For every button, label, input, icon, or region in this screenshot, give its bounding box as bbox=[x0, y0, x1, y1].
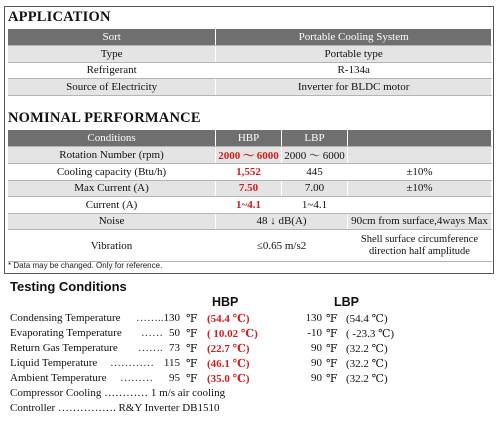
row-value: Inverter for BLDC motor bbox=[216, 79, 492, 96]
hbp-celsius: (35.0 ℃) bbox=[207, 373, 250, 385]
row-condition: Cooling capacity (Btu/h) bbox=[8, 164, 216, 181]
hbp-celsius: (54.4 ℃) bbox=[207, 313, 250, 325]
table-row bbox=[8, 62, 492, 79]
leader-dots: ……. bbox=[138, 342, 163, 354]
row-lbp: 2000 ～ 6000 bbox=[282, 147, 348, 164]
row-lbp: 7.00 bbox=[282, 180, 348, 197]
fahrenheit-unit: ℉ bbox=[186, 328, 198, 340]
lbp-fahrenheit: -10 bbox=[307, 327, 322, 339]
row-condition: Rotation Number (rpm) bbox=[8, 147, 216, 164]
table-row bbox=[8, 180, 492, 197]
testing-lbp-heading: LBP bbox=[334, 295, 359, 309]
performance-title: NOMINAL PERFORMANCE bbox=[8, 110, 201, 126]
hbp-fahrenheit: 73 bbox=[169, 342, 180, 354]
noise-value: 48 ↓ dB(A) bbox=[216, 213, 348, 230]
row-lbp: 445 bbox=[282, 164, 348, 181]
lbp-fahrenheit: 90 bbox=[311, 357, 322, 369]
fahrenheit-unit: ℉ bbox=[186, 313, 198, 325]
row-tolerance bbox=[348, 197, 492, 214]
fahrenheit-unit: ℉ bbox=[186, 343, 198, 355]
table-row bbox=[8, 230, 492, 262]
noise-note: 90cm from surface,4ways Max bbox=[348, 213, 492, 230]
row-tolerance: ±10% bbox=[348, 180, 492, 197]
leader-dots: …….. bbox=[136, 312, 164, 324]
data-change-note: * Data may be changed. Only for reference. bbox=[8, 261, 163, 270]
row-hbp: 2000 ～ 6000 bbox=[216, 147, 282, 164]
testing-row-liquid bbox=[10, 357, 490, 371]
vibration-note: Shell surface circumference direction half amplitude bbox=[348, 230, 492, 262]
fahrenheit-unit: ℉ bbox=[326, 313, 338, 325]
condition-label: Ambient Temperature bbox=[10, 372, 107, 384]
row-condition: Current (A) bbox=[8, 197, 216, 214]
leader-dots: …… bbox=[141, 327, 163, 339]
lbp-fahrenheit: 90 bbox=[311, 342, 322, 354]
leader-dots: ……… bbox=[120, 372, 153, 384]
lbp-fahrenheit: 130 bbox=[305, 312, 322, 324]
condition-label: Return Gas Temperature bbox=[10, 342, 118, 354]
testing-row-condensing bbox=[10, 312, 490, 326]
row-tolerance: ±10% bbox=[348, 164, 492, 181]
condition-label: Condensing Temperature bbox=[10, 312, 121, 324]
testing-conditions-title: Testing Conditions bbox=[10, 279, 127, 294]
row-hbp: 7.50 bbox=[216, 180, 282, 197]
lbp-celsius: ( -23.3 ℃) bbox=[346, 328, 395, 340]
application-header-sort: Sort bbox=[8, 29, 216, 46]
controller-line: Controller ……………. R&Y Inverter DB1510 bbox=[10, 402, 220, 414]
condition-label: Liquid Temperature bbox=[10, 357, 98, 369]
application-header-row bbox=[8, 29, 492, 46]
header-lbp: LBP bbox=[282, 130, 348, 147]
hbp-celsius: (22.7 ℃) bbox=[207, 343, 250, 355]
row-value: Portable type bbox=[216, 46, 492, 63]
table-row bbox=[8, 213, 492, 230]
fahrenheit-unit: ℉ bbox=[326, 343, 338, 355]
fahrenheit-unit: ℉ bbox=[186, 373, 198, 385]
specification-panel bbox=[4, 6, 494, 274]
hbp-fahrenheit: 50 bbox=[169, 327, 180, 339]
vibration-label: Vibration bbox=[8, 230, 216, 262]
row-value: R-134a bbox=[216, 62, 492, 79]
fahrenheit-unit: ℉ bbox=[326, 373, 338, 385]
hbp-fahrenheit: 115 bbox=[163, 357, 180, 369]
lbp-fahrenheit: 90 bbox=[311, 372, 322, 384]
row-label: Refrigerant bbox=[8, 62, 216, 79]
hbp-celsius: (46.1 ℃) bbox=[207, 358, 250, 370]
compressor-cooling-line: Compressor Cooling ………… 1 m/s air cooling bbox=[10, 387, 226, 399]
lbp-celsius: (32.2 ℃) bbox=[346, 373, 388, 385]
application-header-system: Portable Cooling System bbox=[216, 29, 492, 46]
row-hbp: 1,552 bbox=[216, 164, 282, 181]
row-label: Source of Electricity bbox=[8, 79, 216, 96]
row-tolerance bbox=[348, 147, 492, 164]
performance-header-row bbox=[8, 130, 492, 147]
fahrenheit-unit: ℉ bbox=[326, 358, 338, 370]
table-row bbox=[8, 164, 492, 181]
lbp-celsius: (32.2 ℃) bbox=[346, 343, 388, 355]
table-row bbox=[8, 197, 492, 214]
row-lbp: 1~4.1 bbox=[282, 197, 348, 214]
row-hbp: 1~4.1 bbox=[216, 197, 282, 214]
application-table bbox=[8, 29, 492, 96]
condition-label: Evaporating Temperature bbox=[10, 327, 122, 339]
testing-row-return-gas bbox=[10, 342, 490, 356]
fahrenheit-unit: ℉ bbox=[326, 328, 338, 340]
application-title: APPLICATION bbox=[8, 9, 111, 25]
leader-dots: ………… bbox=[110, 357, 154, 369]
row-condition: Max Current (A) bbox=[8, 180, 216, 197]
table-row bbox=[8, 79, 492, 96]
noise-label: Noise bbox=[8, 213, 216, 230]
header-conditions: Conditions bbox=[8, 130, 216, 147]
hbp-fahrenheit: 95 bbox=[169, 372, 180, 384]
fahrenheit-unit: ℉ bbox=[186, 358, 198, 370]
header-hbp: HBP bbox=[216, 130, 282, 147]
lbp-celsius: (54.4 ℃) bbox=[346, 313, 388, 325]
testing-hbp-heading: HBP bbox=[212, 295, 239, 309]
hbp-celsius: ( 10.02 ℃) bbox=[207, 328, 258, 340]
testing-row-evaporating bbox=[10, 327, 490, 341]
performance-table bbox=[8, 130, 492, 262]
table-row bbox=[8, 46, 492, 63]
table-row bbox=[8, 147, 492, 164]
hbp-fahrenheit: 130 bbox=[163, 312, 180, 324]
testing-row-ambient bbox=[10, 372, 490, 386]
vibration-value: ≤0.65 m/s2 bbox=[216, 230, 348, 262]
header-blank bbox=[348, 130, 492, 147]
lbp-celsius: (32.2 ℃) bbox=[346, 358, 388, 370]
row-label: Type bbox=[8, 46, 216, 63]
